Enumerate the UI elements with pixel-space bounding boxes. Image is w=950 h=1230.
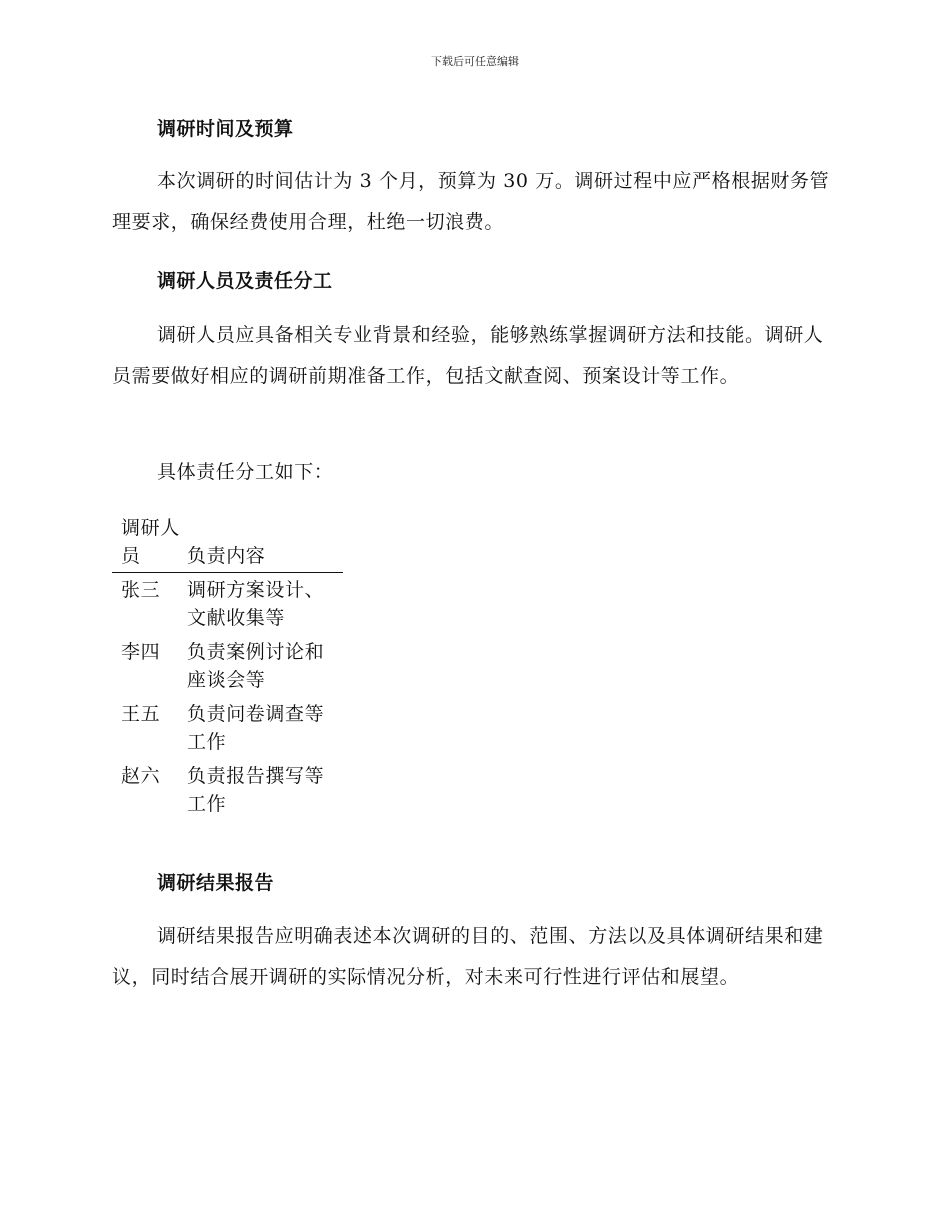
table-cell-person: 王五 xyxy=(121,703,161,725)
table-cell-duty: 调研方案设计、文献收集等 xyxy=(187,579,325,629)
paragraph-budget: 本次调研的时间估计为 3 个月，预算为 30 万。调研过程中应严格根据财务管理要求，确保经费使用合理，杜绝一切浪费。 xyxy=(112,170,830,233)
table-cell-duty: 负责报告撰写等工作 xyxy=(187,765,325,815)
table-header-person: 调研人员 xyxy=(112,514,187,573)
table-cell-duty: 负责问卷调查等工作 xyxy=(187,703,325,753)
section-title-staff: 调研人员及责任分工 xyxy=(157,270,333,292)
table-header-duty: 负责内容 xyxy=(187,514,343,573)
table-row xyxy=(112,762,343,824)
table-row xyxy=(112,700,343,762)
table-cell-duty: 负责案例讨论和座谈会等 xyxy=(187,641,325,691)
table-cell-person: 赵六 xyxy=(121,765,161,787)
table-header-row xyxy=(112,514,343,573)
table-row xyxy=(112,573,343,639)
responsibility-table xyxy=(112,514,343,824)
table-row xyxy=(112,638,343,700)
paragraph-report: 调研结果报告应明确表述本次调研的目的、范围、方法以及具体调研结果和建议，同时结合展开调研的实际情况分析，对未来可行性进行评估和展望。 xyxy=(112,925,824,988)
section-title-report: 调研结果报告 xyxy=(157,872,275,894)
paragraph-table-intro: 具体责任分工如下： xyxy=(157,461,334,483)
page-header: 下载后可任意编辑 xyxy=(431,55,519,68)
paragraph-staff: 调研人员应具备相关专业背景和经验，能够熟练掌握调研方法和技能。调研人员需要做好相应的调研前期准备工作，包括文献查阅、预案设计等工作。 xyxy=(112,324,824,387)
table-cell-person: 李四 xyxy=(121,641,161,663)
section-title-budget: 调研时间及预算 xyxy=(157,118,294,140)
table-cell-person: 张三 xyxy=(121,579,161,601)
